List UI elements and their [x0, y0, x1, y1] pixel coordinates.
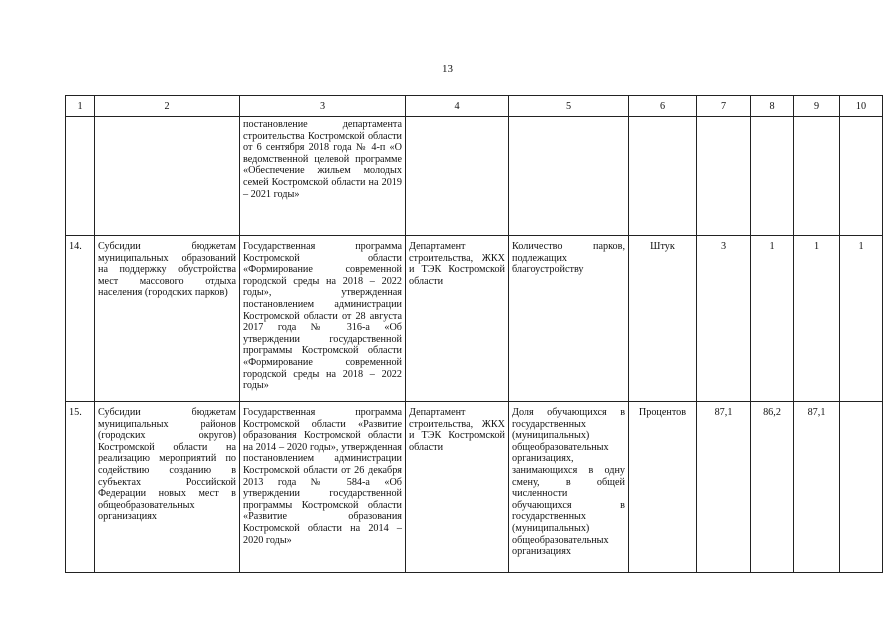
- row-index: 15.: [66, 402, 95, 573]
- unit-cell: [629, 117, 697, 236]
- column-number-cell: 1: [66, 96, 95, 117]
- legal-basis-cell: Государственная программа Костромской области «Развитие образования Костромской области на 2014 – 2020 годы», утвержденная постановлением администрации Костромской области от 26 декабря 2013 года № 584-а «Об утверждении государственной программы Костромской области «Развитие образования Костромской области на 2014 – 2020 годы»: [240, 402, 406, 573]
- unit-cell: Штук: [629, 236, 697, 402]
- value-cell-7: 87,1: [697, 402, 751, 573]
- indicator-cell: Доля обучающихся в государственных (муниципальных) общеобразовательных организациях, занимающихся в одну смену, в общей численности обучающихся в государственных (муниципальных) общеобразовательных организациях: [509, 402, 629, 573]
- column-number-cell: 6: [629, 96, 697, 117]
- value-cell-7: 3: [697, 236, 751, 402]
- table-row: [66, 117, 883, 236]
- column-number-cell: 9: [794, 96, 840, 117]
- row-index: 14.: [66, 236, 95, 402]
- subsidy-name-cell: Субсидии бюджетам муниципальных районов (городских округов) Костромской области на реализацию мероприятий по содействию созданию в субъектах Российской Федерации новых мест в общеобразовательных организациях: [95, 402, 240, 573]
- value-cell-10: 1: [840, 236, 883, 402]
- indicator-cell: [509, 117, 629, 236]
- legal-basis-cell: Государственная программа Костромской области «Формирование современной городской среды на 2018 – 2022 годы», утвержденная постановлением администрации Костромской области от 28 августа 2017 года № 316-а «Об утверждении государственной программы Костромской области «Формирование современной городской среды на 2018 – 2022 годы»: [240, 236, 406, 402]
- value-cell-8: 86,2: [751, 402, 794, 573]
- table-row: [66, 236, 883, 402]
- column-number-row: [66, 96, 883, 117]
- value-cell-7: [697, 117, 751, 236]
- value-cell-9: [794, 117, 840, 236]
- column-number-cell: 8: [751, 96, 794, 117]
- value-cell-9: 1: [794, 236, 840, 402]
- value-cell-8: [751, 117, 794, 236]
- executor-cell: Департамент строительства, ЖКХ и ТЭК Костромской области: [406, 236, 509, 402]
- document-table: [65, 95, 883, 573]
- column-number-cell: 2: [95, 96, 240, 117]
- indicator-cell: Количество парков, подлежащих благоустройству: [509, 236, 629, 402]
- legal-basis-cell: постановление департамента строительства Костромской области от 6 сентября 2018 года № 4-п «О ведомственной целевой программе «Обеспечение жильем молодых семей Костромской области на 2019 – 2021 годы»: [240, 117, 406, 236]
- value-cell-10: [840, 117, 883, 236]
- subsidy-name-cell: Субсидии бюджетам муниципальных образований на поддержку обустройства мест массового отдыха населения (городских парков): [95, 236, 240, 402]
- column-number-cell: 10: [840, 96, 883, 117]
- column-number-cell: 7: [697, 96, 751, 117]
- value-cell-9: 87,1: [794, 402, 840, 573]
- row-index: [66, 117, 95, 236]
- subsidy-name-cell: [95, 117, 240, 236]
- column-number-cell: 4: [406, 96, 509, 117]
- value-cell-8: 1: [751, 236, 794, 402]
- executor-cell: Департамент строительства, ЖКХ и ТЭК Костромской области: [406, 402, 509, 573]
- table-row: [66, 402, 883, 573]
- page-number: 13: [442, 63, 453, 75]
- column-number-cell: 5: [509, 96, 629, 117]
- executor-cell: [406, 117, 509, 236]
- value-cell-10: [840, 402, 883, 573]
- column-number-cell: 3: [240, 96, 406, 117]
- unit-cell: Процентов: [629, 402, 697, 573]
